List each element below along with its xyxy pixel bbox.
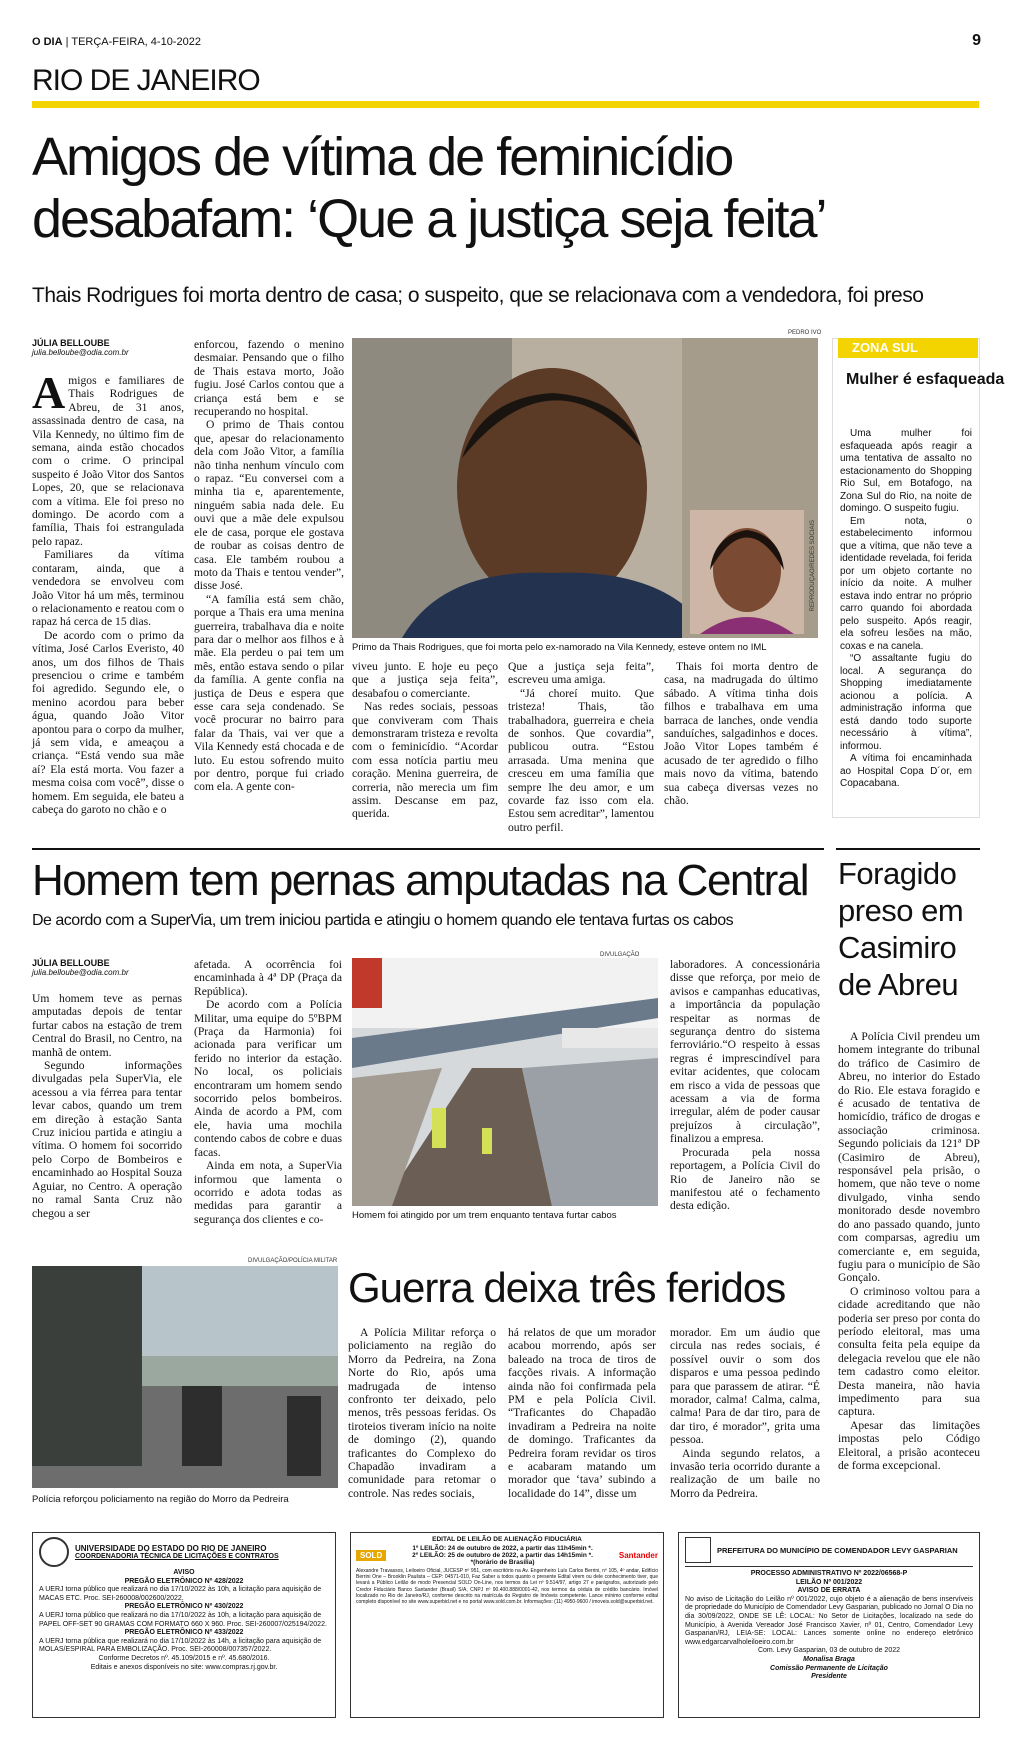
story4-caption: Polícia reforçou policiamento na região do Morro da Pedreira [32, 1494, 289, 1505]
city-crest-icon [685, 1537, 711, 1563]
section-title: RIO DE JANEIRO [32, 64, 260, 97]
page-number: 9 [972, 32, 981, 49]
sold-logo: SOLD [356, 1550, 386, 1561]
prefeitura-notice-ad [678, 1532, 980, 1718]
story1-subhead: Thais Rodrigues foi morta dentro de casa; o suspeito, que se relacionava com a vendedora, foi preso [32, 284, 924, 307]
story2-caption: Homem foi atingido por um trem enquanto tentava furtar cabos [352, 1210, 617, 1221]
ad-date: Com. Levy Gasparian, 03 de outubro de 2022 [757, 1647, 901, 1655]
story4-column-3: morador. Em um áudio que circula nas redes sociais, é possível ouvir o som dos disparos e uma pessoa pedindo para que parassem de atirar. “É morador, calma! Calma, calma, calma! Para de dar tiro, para de dar tiro, é morador”, grita uma pessoa. Ainda segundo relatos, a invasão teria ocorrido durante a realização de um baile no Morro da Pedreira. [670, 1326, 820, 1500]
ad-item-title: PREGÃO ELETRÔNICO Nº 428/2022 [124, 1577, 244, 1585]
train-station-photo [352, 958, 658, 1206]
photo-credit: DIVULGAÇÃO [600, 952, 640, 958]
story4-column-2: há relatos de que um morador acabou morrendo, após ser baleado na troca de tiros de facções rivais. A informação ainda não foi confirmada pela PM e pela Polícia Civil. “Traficantes do Chapadão invadiram a Pedreira na noite de domingo. Traficantes da Pedreira foram revidar os tiros e acabaram matando um morador que ‘tava’ subindo a localidade do 14”, disse um [508, 1326, 656, 1500]
ad-role: Comissão Permanente de Licitação [770, 1664, 888, 1672]
story1-byline: JÚLIA BELLOUBE julia.belloube@odia.com.br [32, 338, 129, 357]
ad-item-title: PREGÃO ELETRÔNICO Nº 430/2022 [124, 1603, 244, 1611]
story3-headline: Foragido preso em Casimiro de Abreu [838, 856, 964, 1002]
divider-rule [836, 848, 980, 850]
leilao-notice-ad [350, 1532, 664, 1718]
story1-column-4: Que a justiça seja feita”, escreveu uma amiga. “Já choreí muito. Que tristeza! Thais, tão trabalhadora, guerreira e cheia de sonhos. Que covardia”, publicou outra. “Estou arrasada. Uma menina que cresceu em uma família que sempre lhe deu amor, e um covarde faz isso com ela. Estou sem acreditar”, lamentou outro perfil. [508, 660, 654, 834]
santander-logo: Santander [618, 1551, 658, 1560]
story1-caption: Primo da Thais Rodrigues, que foi morta pelo ex-namorado na Vila Kennedy, esteve ontem no IML [352, 642, 767, 653]
sidebar-tag: ZONA SUL [838, 338, 978, 358]
photo-credit: PEDRO IVO [788, 330, 822, 336]
uerj-seal-icon [39, 1537, 69, 1567]
ad-item-text: A UERJ torna público que realizará no dia 17/10/2022 às 10h, a licitação para aquisição de MACAS ETC. Proc. SEI-260008/002600/2022. [39, 1586, 322, 1602]
edition-date: TERÇA-FEIRA, 4-10-2022 [71, 36, 201, 48]
story1-column-1: Amigos e familiares de Thais Rodrigues de Abreu, de 31 anos, assassinada dentro de casa, na Vila Kennedy, no último fim de semana, ainda estão chocados com o crime. O principal suspeito é João Vitor dos Santos Lopes, 20, que se relacionava com a vítima. Ele foi preso no domingo. De acordo com a família, Thais foi estrangulada pelo rapaz. Familiares da vítima contaram, ainda, que a vendedora se envolveu com João Vitor há um mês, terminou o relacionamento e reatou com o rapaz há cerca de 15 dias. De acordo com o primo da vítima, José Carlos Everisto, 40 anos, um dos filhos de Thais presenciou o crime e também foi agredido. Segundo ele, o menino acordou para beber água, quando João Vitor apontou para o corpo da mulher, já sem vida, e ameaçou a criança. “Está vendo sua mãe aí? Ela está morta. Vou fazer a mesma coisa com você”, disse o homem. Em seguida, ele bateu a cabeça do garoto no chão e o [32, 367, 184, 816]
ad-body: No aviso de Licitação do Leilão nº 001/2022, cujo objeto é a alienação de bens inservíveis de propriedade do Município de Comendador Levy Gasparian, publicado no Jornal O Dia no dia 30/09/2022, ONDE SE LÊ: LOCAL: No Setor de Licitações, localizado na sede do Município, à Avenida Vereador José Francisco Xavier, nº 01, Centro, Comendador Levy Gasparian/RJ, LEIA-SE: LOCAL: Lances somente online no endereço eletrônico www.edgarcarvalholeiloeiro.com.br [685, 1595, 973, 1646]
ad-signer: Monalisa Braga [803, 1655, 855, 1663]
ad-title: UNIVERSIDADE DO ESTADO DO RIO DE JANEIRO [75, 1544, 267, 1553]
uerj-notice-ad [32, 1532, 336, 1718]
story2-column-3: laboradores. A concessionária disse que reforça, por meio de avisos e campanhas educativas, a importância da população respeitar as normas de segurança dentro do sistema ferroviário.“O respeito à essas regras é imprescindível para evitar acidentes, que colocam em risco a vida de pessoas que acessam a via de forma irregular, além de poder causar prejuízos à circulação”, finalizou a empresa. Procurada pela nossa reportagem, a Polícia Civil do Rio de Janeiro não se manifestou até o fechamento desta edição. [670, 958, 820, 1213]
ad-title: EDITAL DE LEILÃO DE ALIENAÇÃO FIDUCIÁRIA [432, 1536, 582, 1543]
story1-headline: Amigos de vítima de feminicídio desabafam: ‘Que a justiça seja feita’ [32, 127, 826, 249]
newspaper-name: O DIA | TERÇA-FEIRA, 4-10-2022 [32, 36, 201, 48]
ad-aviso: AVISO DE ERRATA [797, 1587, 861, 1595]
story2-column-2: afetada. A ocorrência foi encaminhada à 4ª DP (Praça da República). De acordo com a Polícia Militar, uma equipe do 5ºBPM (Praça da Harmonia) foi acionada para verificar um ferido no interior da estação. No local, os policiais encontraram um homem sendo socorrido pelos bombeiros. Ainda de acordo a PM, com ele, havia uma mochila contendo cabos de cobre e duas facas. Ainda em nota, a SuperVia informou que lamenta o ocorrido e adota todas as medidas para garantir a segurança dos clientes e co- [194, 958, 342, 1226]
story3-body: A Polícia Civil prendeu um homem integrante do tribunal do tráfico de Casimiro de Abreu, no interior do Estado do Rio. Ele estava foragido e é acusado de tentativa de homicídio, tráfico de drogas e associação criminosa. Segundo policiais da 121ª DP (Casimiro de Abreu), responsável pela prisão, o homem, que não teve o nome divulgado, vinha sendo monitorado desde novembro do ano passado quando, junto com comparsas, agrediu um comerciante e, em seguida, fugiu para o município de São Gonçalo. O criminoso voltou para a cidade acreditando que não poderia ser preso por conta do período eleitoral, mas uma consulta feita pela equipe da delegacia revelou que ele não tem cadastro como eleitor. Desta maneira, não havia impedimento para sua captura. Apesar das limitações impostas pelo Código Eleitoral, a prisão aconteceu de forma excepcional. [838, 1030, 980, 1472]
story1-column-3: viveu junto. E hoje eu peço que a justiça seja feita”, desabafou o comerciante. Nas redes sociais, pessoas que conviveram com Thais demonstraram tristeza e revolta com o feminicídio. “Acordar com essa notícia partiu meu coração. Menina guerreira, de correria, não merecia um fim assim. Descanse em paz, querida. [352, 660, 498, 821]
ad-footer: Conforme Decretos nº. 45.109/2015 e nº. 45.680/2016. [98, 1654, 270, 1662]
story2-subhead: De acordo com a SuperVia, um trem iniciou partida e atingiu o homem quando ele tentava furtas os cabos [32, 912, 734, 929]
inset-credit: REPRODUÇÃO/REDES SOCIAIS [810, 520, 816, 612]
ad-line: *(horário de Brasília) [470, 1559, 535, 1566]
ad-footer: Editais e anexos disponíveis no site: www.compras.rj.gov.br. [90, 1663, 278, 1671]
sidebar-body: Uma mulher foi esfaqueada após reagir a uma tentativa de assalto no estacionamento do Shopping Rio Sul, em Botafogo, na Zona Sul do Rio, na noite de domingo. O suspeito fugiu. Em nota, o estabelecimento informou que a vítima, que não teve a identidade revelada, foi ferida por um objeto cortante no início da noite. A mulher estava indo entrar no próprio carro quando foi abordada pelo suspeito. Após reagir, ela sofreu lesões na mão, coxas e na canela. “O assaltante fugiu do local. A segurança do Shopping imediatamente acionou a polícia. A administração informa que está dando todo suporte necessário à vítima”, informou. A vítima foi encaminhada ao Hospital Copa D´or, em Copacabana. [840, 428, 972, 789]
ad-item-title: PREGÃO ELETRÔNICO Nº 433/2022 [124, 1629, 244, 1637]
story1-column-2: enforcou, fazendo o menino desmaiar. Pensando que o filho de Thais estava morto, João fugiu. José Carlos contou que a criança está bem e se recuperando no hospital. O primo de Thais contou que, apesar do relacionamento dela com João Vitor, a família não tinha nenhum vínculo com o rapaz. “Eu conversei com a minha tia e, aparentemente, ninguém sabia nada dele. Eu ouvi que a mãe dele expulsou ele de casa, porque ele gostava de roubar as coisas dentro de casa. Ele também roubou a moto da Thais e tentou vender”, disse José. “A família está sem chão, porque a Thais era uma menina guerreira, trabalhava dia e noite para dar o melhor aos filhos e à mãe. Ela perdeu o pai tem um mês, então estava sendo o pilar da família. A gente confia na justiça de Deus e espera que esse cara seja condenado. Se você procurar no bairro para falar da Thais, vai ver que a Vila Kennedy está chocada e de luto. Eu estou sofrendo muito por dentro, porque fui criado com ela. A gente con- [194, 338, 344, 794]
story4-headline: Guerra deixa três feridos [348, 1264, 786, 1311]
story2-byline: JÚLIA BELLOUBE julia.belloube@odia.com.br [32, 958, 129, 977]
sidebar-title: Mulher é esfaqueada [846, 371, 1005, 388]
story2-headline: Homem tem pernas amputadas na Central [32, 856, 809, 905]
ad-item-text: A UERJ torna público que realizará no dia 17/10/2022 às 10h, a licitação para aquisição de PAPEL OFF-SET 90 GRAMAS COM FORMATO 660 X 960. Proc. SEI-260007/025194/2022. [39, 1611, 327, 1628]
police-photo [32, 1266, 338, 1488]
ad-line: 1º LEILÃO: 24 de outubro de 2022, a partir das 11h45min *. [412, 1545, 593, 1552]
ad-process: PROCESSO ADMINISTRATIVO Nº 2022/06568-P [750, 1570, 908, 1577]
victim-inset-photo [690, 510, 804, 634]
ad-aviso: AVISO [173, 1569, 195, 1576]
ad-line: 2º LEILÃO: 25 de outubro de 2022, a partir das 14h15min *. [412, 1552, 593, 1559]
ad-role: Presidente [811, 1673, 847, 1681]
divider-rule [32, 848, 824, 850]
section-divider [32, 101, 979, 108]
story2-column-1: Um homem teve as pernas amputadas depois de tentar furtar cabos na estação de trem Central do Brasil, no Centro, na manhã de ontem. Segundo informações divulgadas pela SuperVia, ele acessou a via férrea para tentar levar cabos, quando um trem em direção à estação Santa Cruz iniciou partida e atingiu a vítima. O homem foi socorrido pelo Corpo de Bombeiros e encaminhado ao Hospital Souza Aguiar, no Centro. A operação no ramal Santa Cruz não chegou a ser [32, 992, 182, 1220]
ad-body: Alexandre Travassos, Leiloeiro Oficial, JUCESP nº 951, com escritório na Av. Engenheiro Luís Carlos Berrini, nº 105, 4º andar, Edifício Berrini One – Brooklin Paulista – CEP: 04571-010, Faz Saber a todos quanto o presente Edital virem ou dele conhecimento tiver, que levará a Público Leilão de modo Presencial SOLD On-Line, nos termos da Lei nº 9.514/97, artigo 27 e parágrafos, autorizado pelo Credor Fiduciário Banco Santander (Brasil) S/A, CNPJ nº 90.400.888/0001-42, nos termos da cédula de crédito bancário. Imóvel localizado no Rio de Janeiro/RJ, conforme descrito na matrícula do Registro de Imóveis competente. Lance mínimo conforme edital completo disponível no site www.superbid.net e no portal www.sold.com.br. Informações: (11) 4950-9600 / imoveis.sold@superbid.net. [356, 1568, 658, 1606]
story1-column-5: Thais foi morta dentro de casa, na madrugada do último sábado. A vítima tinha dois filhos e trabalhava em uma barraca de lanches, onde vendia sanduíches, salgadinhos e doces. João Vitor Lopes também é acusado de ter agredido o filho mais novo da vítima, batendo sua cabeça diversas vezes no chão. [664, 660, 818, 808]
photo-credit: DIVULGAÇÃO/POLÍCIA MILITAR [248, 1258, 338, 1264]
story4-column-1: A Polícia Militar reforça o policiamento na região do Morro da Pedreira, na Zona Norte do Rio, após uma madrugada de intenso confronto ter deixado, pelo menos, três pessoas feridas. Os tiroteios tiveram início na noite de domingo (2), quando traficantes do Complexo do Chapadão invadiram a comunidade para retomar o controle. Nas redes sociais, [348, 1326, 496, 1500]
ad-title: PREFEITURA DO MUNICÍPIO DE COMENDADOR LEVY GASPARIAN [717, 1545, 958, 1555]
ad-leilao: LEILÃO Nº 001/2022 [795, 1578, 863, 1586]
ad-subtitle: COORDENADORIA TÉCNICA DE LICITAÇÕES E CONTRATOS [75, 1553, 279, 1560]
ad-item-text: A UERJ torna pública que realizará no dia 17/10/2022 às 14h, a licitação para aquisição de MOLAS/ESPIRAL PARA EMBOLIZAÇÃO. Proc. SEI-260008/007357/2022. [39, 1637, 322, 1654]
